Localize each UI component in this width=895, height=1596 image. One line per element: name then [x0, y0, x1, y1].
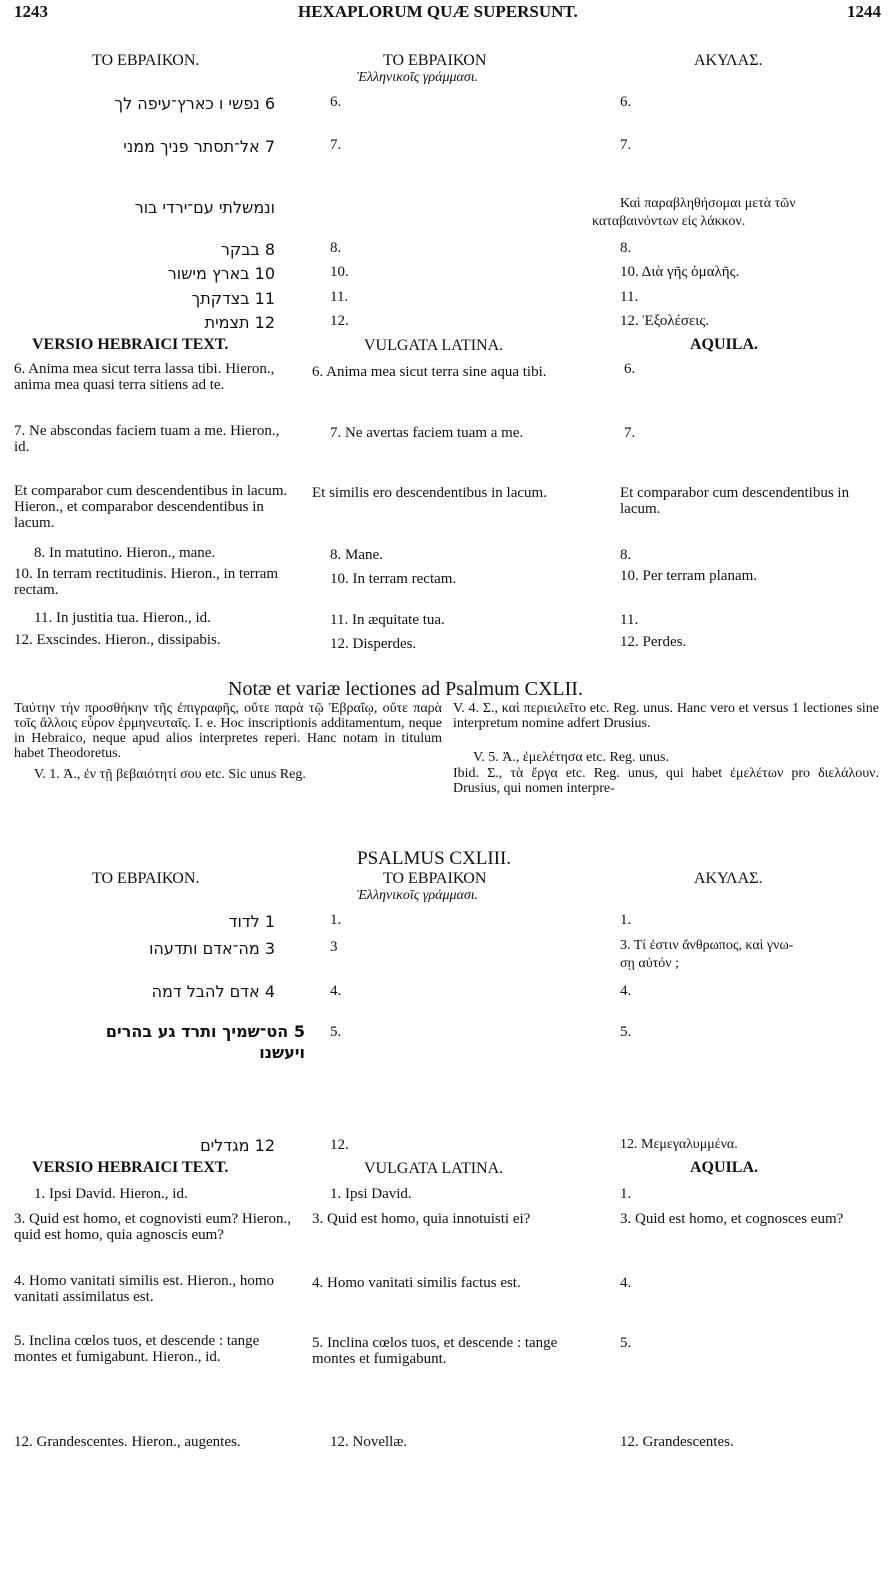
greek-letters-line: 12. — [330, 1137, 349, 1153]
latin-right: 8. — [620, 547, 632, 563]
latin-right: 5. — [620, 1335, 632, 1351]
latin-mid: 4. Homo vanitati similis factus est. — [312, 1275, 521, 1291]
greek-letters-line: 8. — [330, 240, 342, 256]
latin-head-hebraici: VERSIO HEBRAICI TEXT. — [32, 336, 229, 353]
col-head-akylas: ΑΚΥΛΑΣ. — [694, 52, 763, 69]
aquila-line: Καὶ παραβληθήσομαι μετὰ τῶν — [620, 196, 796, 211]
aquila-line: 12. Ἐξολέσεις. — [620, 313, 710, 329]
greek-letters-line: 10. — [330, 264, 349, 280]
psalm-title: PSALMUS CXLIII. — [357, 848, 512, 869]
hebrew-line: 3 מה־אדם ותדעהו — [149, 939, 275, 958]
latin-head-aquila: AQUILA. — [690, 336, 759, 353]
notes-right-ibid: Ibid. Σ., τὰ ἔργα etc. Reg. unus, qui habet ἐμελέτων pro διελάλουν. Drusius, qui nomen interpre- — [453, 766, 879, 796]
hebrew-line: 5 הט־שמיך ותרד גע בהרים — [105, 1022, 305, 1041]
hebrew-line: 11 בצדקתך — [191, 289, 275, 308]
aquila-line: 5. — [620, 1024, 632, 1040]
aquila-line: 10. Διὰ γῆς ὁμαλῆς. — [620, 264, 740, 280]
greek-letters-line: 5. — [330, 1024, 342, 1040]
aquila-line: 11. — [620, 289, 639, 305]
greek-letters-line: 4. — [330, 983, 342, 999]
latin-mid: 11. In æquitate tua. — [330, 612, 445, 628]
latin-left: 4. Homo vanitati similis est. Hieron., homo vanitati assimilatus est. — [14, 1273, 274, 1305]
running-title: HEXAPLORUM QUÆ SUPERSUNT. — [298, 2, 578, 21]
latin-right: 3. Quid est homo, et cognosces eum? — [620, 1211, 844, 1227]
latin-mid: 7. Ne avertas faciem tuam a me. — [330, 425, 524, 441]
hebrew-line: ויעשנו — [259, 1043, 305, 1062]
latin-mid: 12. Novellæ. — [330, 1434, 408, 1450]
col-head-akylas: ΑΚΥΛΑΣ. — [694, 870, 763, 887]
latin-left: 7. Ne abscondas faciem tuam a me. Hieron., id. — [14, 423, 280, 455]
latin-head-aquila: AQUILA. — [690, 1159, 759, 1176]
col-head-greek-letters: ΤΟ ΕΒΡΑΙΚΟΝ — [383, 52, 487, 69]
col-head-greek-letters: ΤΟ ΕΒΡΑΙΚΟΝ — [383, 870, 487, 887]
hebrew-line: 6 נפשי ו כארץ־עיפה לך — [114, 94, 275, 113]
latin-left: 1. Ipsi David. Hieron., id. — [34, 1186, 188, 1202]
notes-right-v5: V. 5. Ἀ., ἐμελέτησα etc. Reg. unus. — [473, 750, 669, 765]
latin-right: 1. — [620, 1186, 632, 1202]
notes-left: Ταύτην τὴν προσθήκην τῆς ἐπιγραφῆς, οὔτε παρὰ τῷ Ἑβραΐῳ, οὔτε παρὰ τοῖς ἄλλοις εὗρον ἑρμηνευταῖς. I. e. Hoc inscriptionis additamentum, neque in Hebraico, neque apud alios interpretes reperi. Hanc notam in titulum habet Theodoretus. — [14, 701, 442, 761]
hebrew-line: ונמשלתי עם־ירדי בור — [134, 198, 275, 217]
aquila-line: 1. — [620, 912, 632, 928]
aquila-line: 12. Μεμεγαλυμμένα. — [620, 1137, 738, 1152]
latin-left: 12. Exscindes. Hieron., dissipabis. — [14, 632, 221, 648]
latin-left: 3. Quid est homo, et cognovisti eum? Hieron., quid est homo, quia agnoscis eum? — [14, 1211, 292, 1243]
latin-left: 6. Anima mea sicut terra lassa tibi. Hieron., anima mea quasi terra sitiens ad te. — [14, 361, 275, 393]
latin-mid: 10. In terram rectam. — [330, 571, 457, 587]
page-number-right: 1244 — [847, 2, 881, 21]
latin-left: 8. In matutino. Hieron., mane. — [34, 545, 216, 561]
page-number-left: 1243 — [14, 2, 48, 21]
hebrew-line: 7 אל־תסתר פניך ממני — [123, 137, 275, 156]
aquila-line: καταβαινόντων εἰς λάκκον. — [592, 214, 746, 229]
aquila-line: σῃ αὐτόν ; — [620, 956, 679, 971]
notes-title: Notæ et variæ lectiones ad Psalmum CXLII. — [228, 678, 583, 700]
aquila-line: 7. — [620, 137, 632, 153]
aquila-line: 3. Τί ἐστιν ἄνθρωπος, καὶ γνω- — [620, 938, 794, 953]
hebrew-line: 12 תצמית — [204, 313, 275, 332]
latin-mid: Et similis ero descendentibus in lacum. — [312, 485, 547, 501]
latin-head-vulgata: VULGATA LATINA. — [364, 1160, 504, 1177]
latin-right: 10. Per terram planam. — [620, 568, 758, 584]
latin-head-hebraici: VERSIO HEBRAICI TEXT. — [32, 1159, 229, 1176]
latin-right: 11. — [620, 612, 639, 628]
latin-left: 11. In justitia tua. Hieron., id. — [34, 610, 211, 626]
col-head-greek-letters-sub: Ἑλληνικοῖς γράμμασι. — [357, 888, 479, 903]
aquila-line: 4. — [620, 983, 632, 999]
latin-right: 6. — [624, 361, 636, 377]
hebrew-line: 10 בארץ מישור — [167, 264, 275, 283]
greek-letters-line: 3 — [330, 939, 338, 955]
greek-letters-line: 6. — [330, 94, 342, 110]
aquila-line: 6. — [620, 94, 632, 110]
hebrew-line: 12 מגדלים — [200, 1136, 275, 1155]
greek-letters-line: 1. — [330, 912, 342, 928]
latin-mid: 6. Anima mea sicut terra sine aqua tibi. — [312, 364, 547, 380]
col-head-hebraikon: ΤΟ ΕΒΡΑΙΚΟΝ. — [92, 52, 200, 69]
latin-right: 12. Perdes. — [620, 634, 687, 650]
latin-mid: 8. Mane. — [330, 547, 383, 563]
latin-left: 10. In terram rectitudinis. Hieron., in terram rectam. — [14, 566, 279, 598]
notes-left-v1: V. 1. Ἀ., ἐν τῇ βεβαιότητί σου etc. Sic unus Reg. — [34, 767, 306, 782]
greek-letters-line: 12. — [330, 313, 349, 329]
latin-right: Et comparabor cum descendentibus in lacum. — [620, 485, 850, 517]
greek-letters-line: 11. — [330, 289, 349, 305]
latin-mid: 5. Inclina cœlos tuos, et descende : tange montes et fumigabunt. — [312, 1335, 558, 1367]
greek-letters-line: 7. — [330, 137, 342, 153]
hebrew-line: 1 לדוד — [228, 912, 275, 931]
col-head-hebraikon: ΤΟ ΕΒΡΑΙΚΟΝ. — [92, 870, 200, 887]
latin-head-vulgata: VULGATA LATINA. — [364, 337, 504, 354]
hebrew-line: 4 אדם להבל דמה — [151, 982, 275, 1001]
latin-right: 7. — [624, 425, 636, 441]
latin-right: 12. Grandescentes. — [620, 1434, 734, 1450]
latin-left: 12. Grandescentes. Hieron., augentes. — [14, 1434, 241, 1450]
latin-left: 5. Inclina cœlos tuos, et descende : tange montes et fumigabunt. Hieron., id. — [14, 1333, 260, 1365]
hebrew-line: 8 בבקר — [220, 240, 275, 259]
col-head-greek-letters-sub: Ἑλληνικοῖς γράμμασι. — [357, 70, 479, 85]
latin-mid: 12. Disperdes. — [330, 636, 417, 652]
latin-mid: 1. Ipsi David. — [330, 1186, 412, 1202]
latin-right: 4. — [620, 1275, 632, 1291]
notes-right: V. 4. Σ., καὶ περιειλεῖτο etc. Reg. unus. Hanc vero et versus 1 lectiones sine interpretum nomine adfert Drusius. — [453, 701, 879, 731]
latin-left: Et comparabor cum descendentibus in lacum. Hieron., et comparabor descendentibus in lacum. — [14, 483, 288, 531]
latin-mid: 3. Quid est homo, quia innotuisti ei? — [312, 1211, 531, 1227]
aquila-line: 8. — [620, 240, 632, 256]
